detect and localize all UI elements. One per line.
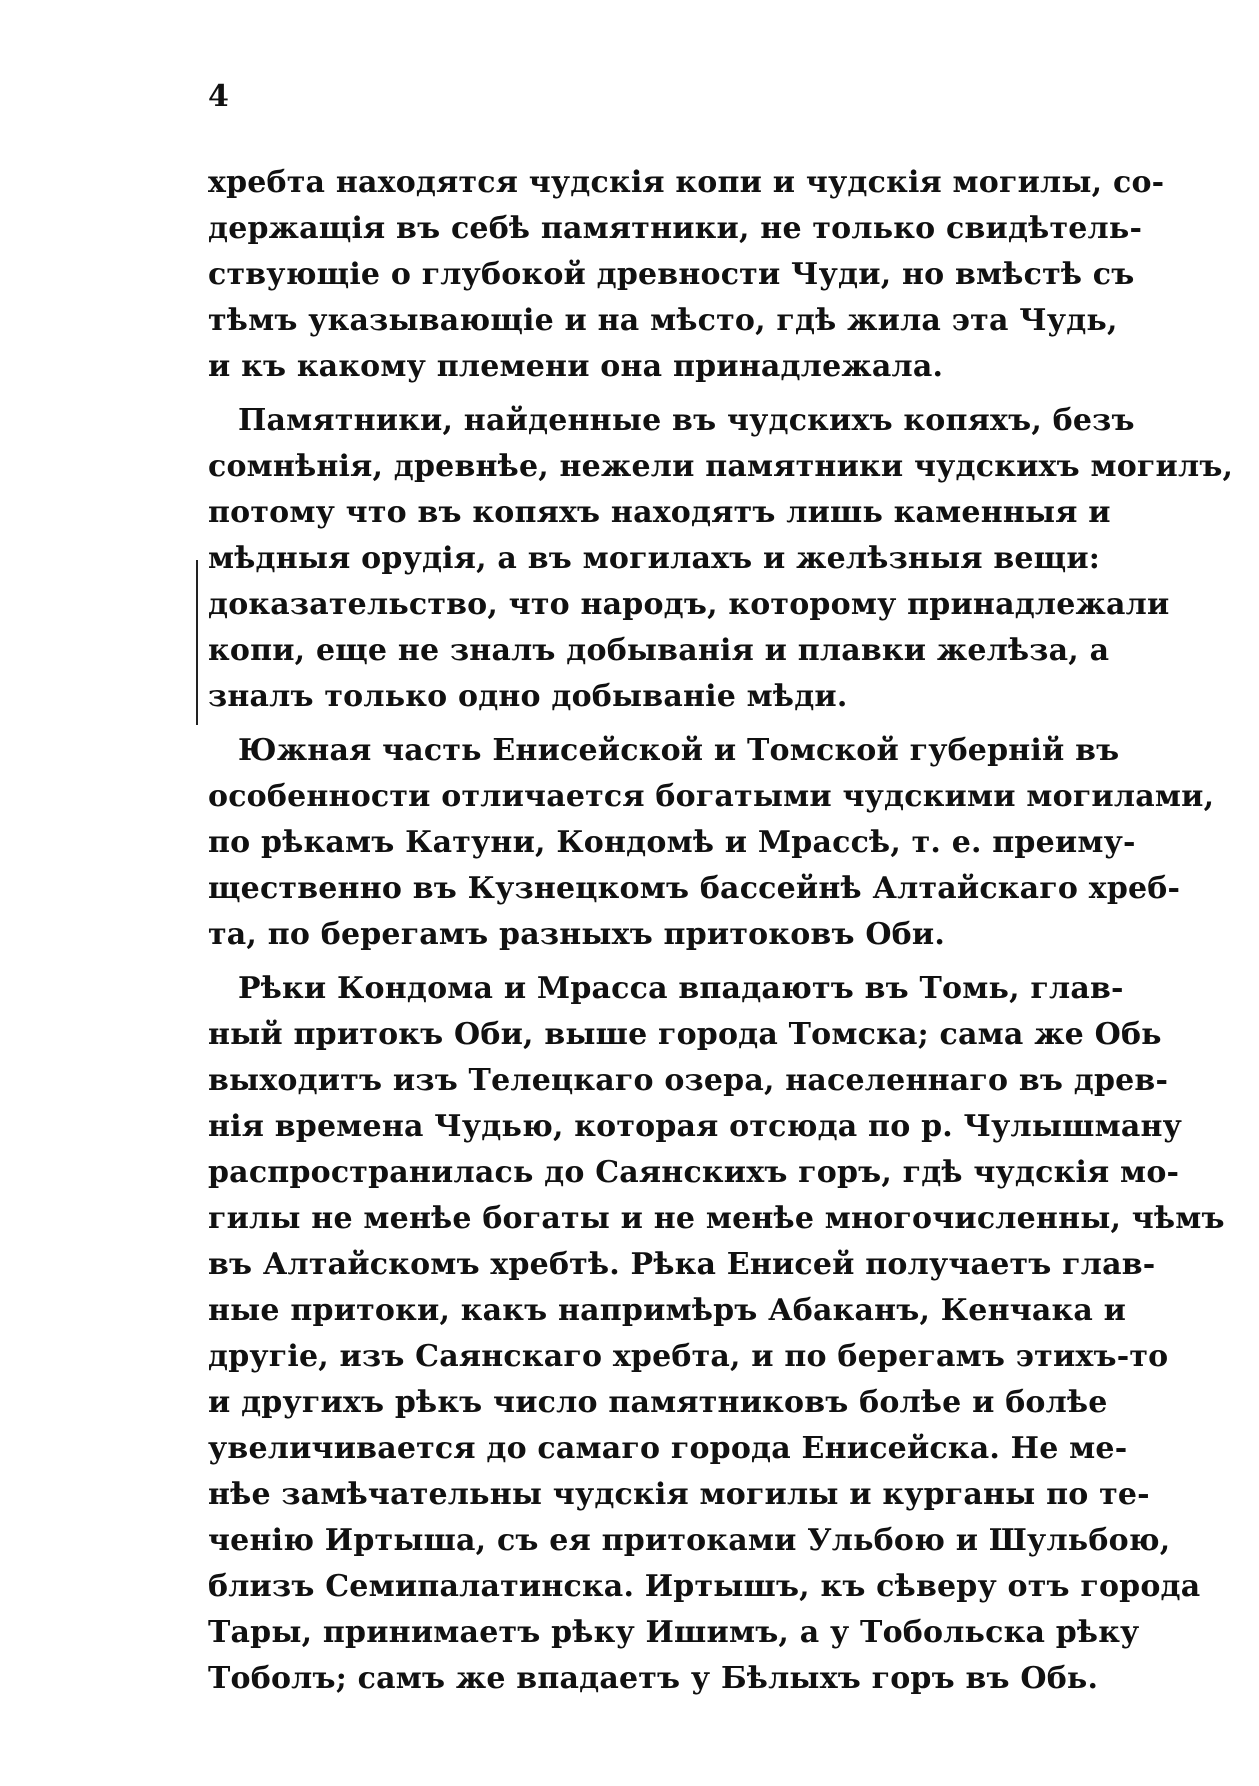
text-line: увеличивается до самаго города Енисейска. Не ме- (208, 1431, 1128, 1466)
text-line: хребта находятся чудскія копи и чудскія могилы, со- (208, 165, 1165, 200)
text-line: ченію Иртыша, съ ея притоками Ульбою и Шульбою, (208, 1523, 1171, 1558)
paragraph-2 (208, 398, 1234, 720)
text-line: по рѣкамъ Катуни, Кондомѣ и Мрассѣ, т. е. преиму- (208, 825, 1136, 860)
text-line: ные притоки, какъ напримѣръ Абаканъ, Кенчака и (208, 1293, 1127, 1328)
paragraph-1 (208, 160, 1165, 390)
text-line: сомнѣнія, древнѣе, нежели памятники чудскихъ могилъ, (208, 449, 1234, 484)
text-line: и къ какому племени она принадлежала. (208, 349, 944, 384)
text-line: гилы не менѣе богаты и не менѣе многочисленны, чѣмъ (208, 1201, 1225, 1236)
text-line: потому что въ копяхъ находятъ лишь каменныя и (208, 495, 1111, 530)
text-line: Тары, принимаетъ рѣку Ишимъ, а у Тобольска рѣку (208, 1615, 1140, 1650)
paragraph-3 (208, 728, 1215, 958)
page-number: 4 (208, 79, 229, 114)
margin-mark (196, 560, 198, 725)
text-line: распространилась до Саянскихъ горъ, гдѣ чудскія мо- (208, 1155, 1180, 1190)
text-line: ствующіе о глубокой древности Чуди, но вмѣстѣ съ (208, 257, 1135, 292)
text-line: доказательство, что народъ, которому принадлежали (208, 587, 1170, 622)
text-line: и другихъ рѣкъ число памятниковъ болѣе и болѣе (208, 1385, 1108, 1420)
text-line: зналъ только одно добываніе мѣди. (208, 679, 848, 714)
text-line: держащія въ себѣ памятники, не только свидѣтель- (208, 211, 1143, 246)
text-line: Тоболъ; самъ же впадаетъ у Бѣлыхъ горъ въ Обь. (208, 1661, 1099, 1696)
text-line: нія времена Чудью, которая отсюда по р. Чулышману (208, 1109, 1183, 1144)
text-line: Памятники, найденные въ чудскихъ копяхъ, безъ (238, 403, 1135, 438)
text-line: тѣмъ указывающіе и на мѣсто, гдѣ жила эта Чудь, (208, 303, 1118, 338)
text-line: другіе, изъ Саянскаго хребта, и по берегамъ этихъ-то (208, 1339, 1169, 1374)
text-line: особенности отличается богатыми чудскими могилами, (208, 779, 1215, 814)
text-line: Рѣки Кондома и Мрасса впадаютъ въ Томь, глав- (238, 971, 1124, 1006)
text-line: въ Алтайскомъ хребтѣ. Рѣка Енисей получаетъ глав- (208, 1247, 1156, 1282)
text-line: та, по берегамъ разныхъ притоковъ Оби. (208, 917, 945, 952)
text-line: копи, еще не зналъ добыванія и плавки желѣза, а (208, 633, 1110, 668)
text-line: выходитъ изъ Телецкаго озера, населеннаго въ древ- (208, 1063, 1169, 1098)
text-line: нѣе замѣчательны чудскія могилы и курганы по те- (208, 1477, 1150, 1512)
text-line: щественно въ Кузнецкомъ бассейнѣ Алтайскаго хреб- (208, 871, 1181, 906)
text-line: Южная часть Енисейской и Томской губерній въ (238, 733, 1120, 768)
body-text (208, 160, 1234, 1710)
paragraph-4 (208, 966, 1225, 1702)
text-line: близъ Семипалатинска. Иртышъ, къ сѣверу отъ города (208, 1569, 1201, 1604)
text-line: ный притокъ Оби, выше города Томска; сама же Обь (208, 1017, 1162, 1052)
text-line: мѣдныя орудія, а въ могилахъ и желѣзныя вещи: (208, 541, 1101, 576)
